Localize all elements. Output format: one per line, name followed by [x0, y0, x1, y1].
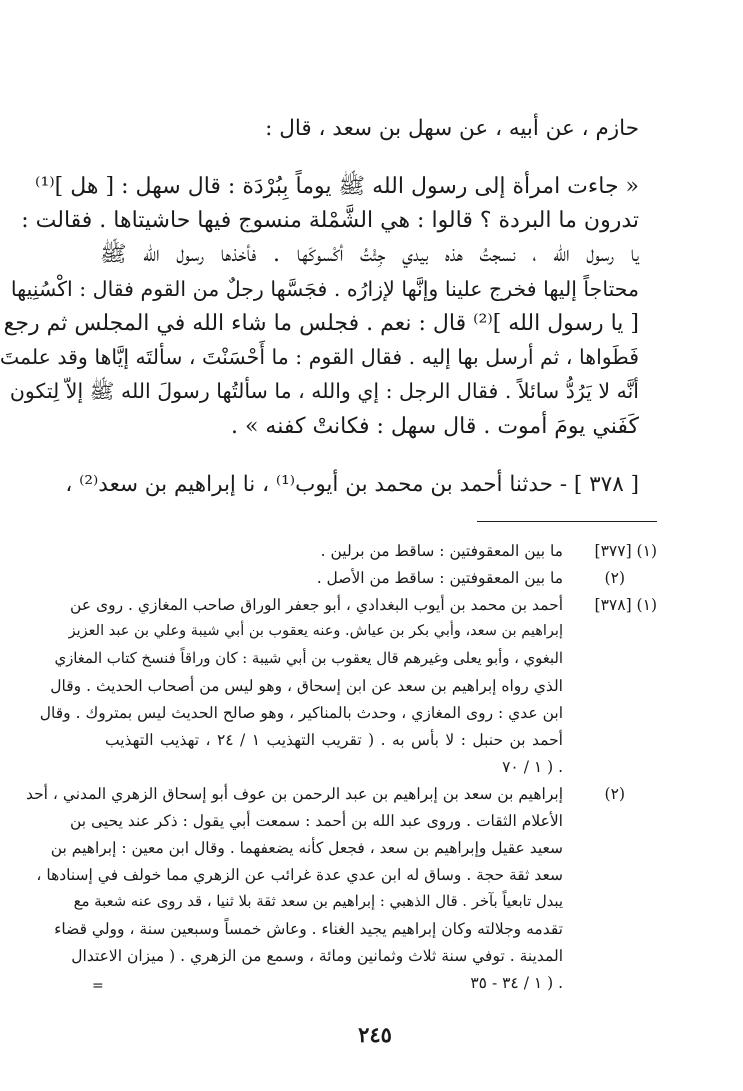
body-line-5: محتاجاً إليها فخرج علينا وإنَّها لإزارُه . فجَسَّها رجلٌ من القوم فقال : اكْسُنِيها	[10, 277, 639, 301]
footnote-378-2-line-1: إبراهيم بن سعد بن إبراهيم بن عبد الرحمن بن عوف أبو إسحاق الزهري المدني ، أحد	[25, 785, 563, 803]
footnote-377-1-label: [٣٧٧] (١)	[594, 542, 657, 560]
footnote-377-2-label: (٢)	[604, 569, 625, 587]
footnote-378-2-line-4: سعد ثقة حجة . وساق له ابن عدي عدة غرائب عن الزهري مما خولف في إسنادها ،	[36, 866, 563, 884]
body-line-8: أنَّه لا يَرُدُّ سائلاً . فقال الرجل : إي والله ، ما سألتُها رسولَ الله ﷺ إلاّ لِتكون	[9, 379, 639, 403]
footnote-separator	[477, 521, 657, 522]
footnote-378-2-line-8: ١ / ٣٤ - ٣٥ ) .	[470, 974, 563, 992]
footnote-377-1: ما بين المعقوفتين : ساقط من برلين .	[320, 542, 563, 560]
body-line-3: تدرون ما البردة ؟ قالوا : هي الشَّمْلة منسوج فيها حاشيتاها . فقالت :	[21, 208, 639, 233]
body-line-1: حازم ، عن أبيه ، عن سهل بن سعد ، قال :	[265, 116, 639, 141]
continuation-mark: =	[92, 978, 104, 994]
footnote-378-1-line-6: أحمد بن حنبل : لا بأس به . ( تقريب التهذيب ١ / ٢٤ ، تهذيب التهذيب	[105, 731, 563, 749]
footnote-378-1-label: [٣٧٨] (١)	[594, 596, 657, 614]
footnote-378-2-label: (٢)	[604, 785, 625, 803]
footnote-378-1-line-1: أحمد بن محمد بن أيوب البغدادي ، أبو جعفر الوراق صاحب المغازي . روى عن	[70, 596, 563, 614]
footnote-378-1-line-4: الذي رواه إبراهيم بن سعد عن ابن إسحاق ، وهو ليس من أصحاب الحديث . وقال	[50, 677, 563, 695]
footnote-378-2-line-2: الأعلام الثقات . وروى عبد الله بن أحمد : سمعت أبي يقول : ذكر عند يحيى بن	[69, 812, 563, 830]
page-number: ٢٤٥	[358, 1022, 392, 1047]
footnote-378-2-line-3: سعيد عقيل وإبراهيم بن سعد ، فجعل كأنه يضعفهما . وقال ابن معين : إبراهيم بن	[50, 839, 563, 857]
footnote-378-2-line-5: يبدل تابعياً بآخر . قال الذهبي : إبراهيم بن سعد ثقة بلا ثنيا ، قد روى عنه شعبة مع	[73, 893, 563, 910]
footnote-378-1-line-2: إبراهيم بن سعد، وأبي بكر بن عياش. وعنه يعقوب بن أبي شيبة وعلي بن عبد العزيز	[68, 623, 563, 639]
footnote-378-2-line-7: المدينة . توفي سنة ثلاث وثمانين ومائة ، وسمع من الزهري . ( ميزان الاعتدال	[71, 947, 563, 965]
footnote-378-1-line-3: البغوي ، وأبو يعلى وغيرهم قال يعقوب بن أبي شيبة : كان وراقاً فنسخ كتاب المغازي	[54, 650, 563, 667]
footnote-378-1-line-7: ١ / ٧٠ ) .	[502, 758, 563, 776]
footnote-377-2: ما بين المعقوفتين : ساقط من الأصل .	[316, 569, 563, 587]
body-line-6: [ يا رسول الله ]⁽²⁾ قال : نعم . فجلس ما شاء الله في المجلس ثم رجع	[3, 311, 639, 336]
body-line-4: يا رسول الله ، نسجتُ هذه بيدي جِئْتُ أكْسوكَها . فأخذها رسول الله ﷺ	[100, 242, 639, 267]
footnote-378-2-line-6: تقدمه وجلالته وكان إبراهيم يجيد الغناء . وعاش خمساً وسبعين سنة ، وولي قضاء	[54, 920, 563, 938]
hadith-378-heading: [ ٣٧٨ ] - حدثنا أحمد بن محمد بن أيوب⁽¹⁾ ، نا إبراهيم بن سعد⁽²⁾ ،	[65, 472, 639, 497]
body-line-7: فَطَواها ، ثم أرسل بها إليه . فقال القوم : ما أَحْسَنْتَ ، سألتَه إيَّاها وقد علمتَ	[0, 345, 639, 369]
body-line-2: « جاءت امرأة إلى رسول الله ﷺ يوماً بِبُرْدَة : قال سهل : [ هل ]⁽¹⁾	[35, 174, 639, 199]
footnote-378-1-line-5: ابن عدي : روى المغازي ، وحدث بالمناكير ، وهو صالح الحديث ليس بمتروك . وقال	[39, 704, 563, 722]
body-line-9: كَفَني يومَ أموت . قال سهل : فكانتْ كفنه » .	[230, 414, 639, 439]
